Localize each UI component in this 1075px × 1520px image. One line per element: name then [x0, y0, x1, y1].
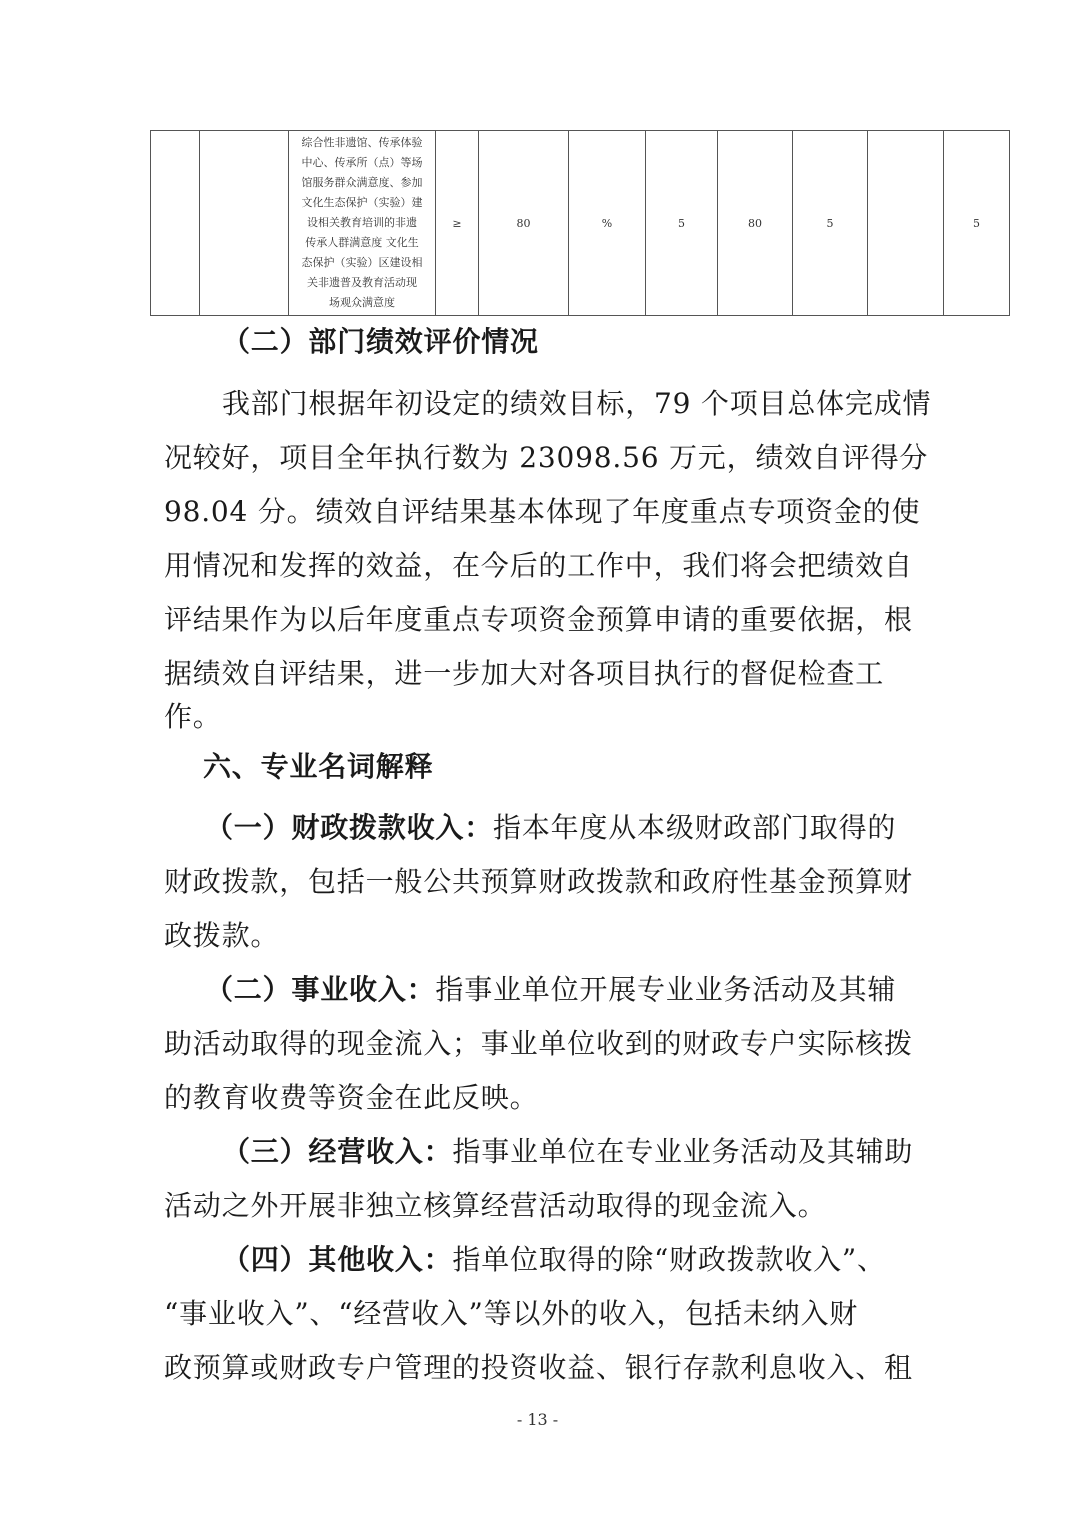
definition-first-line [205, 806, 896, 846]
operator-cell: ≥ [436, 131, 479, 316]
definition-first-line [222, 1130, 913, 1170]
table-cell-empty [868, 131, 944, 316]
table-cell-empty [151, 131, 200, 316]
target-value-cell: 80 [479, 131, 569, 316]
indicator-line: 传承人群满意度 文化生 [305, 236, 419, 249]
section-heading: 六、专业名词解释 [203, 750, 434, 783]
indicator-cell [289, 131, 436, 316]
final-score-cell: 5 [944, 131, 1010, 316]
paragraph-line: 财政拨款，包括一般公共预算财政拨款和政府性基金预算财 [164, 865, 913, 898]
table-cell-empty [200, 131, 289, 316]
definition-term: （二）事业收入： [205, 973, 436, 1006]
definition-first-line [205, 968, 896, 1008]
indicator-line: 场观众满意度 [329, 296, 395, 309]
definition-term: （三）经营收入： [222, 1135, 453, 1168]
paragraph-line: 助活动取得的现金流入；事业单位收到的财政专户实际核拨 [164, 1027, 913, 1060]
paragraph-line: 作。 [164, 700, 222, 733]
definition-term: （一）财政拨款收入： [205, 811, 494, 844]
score-cell: 5 [793, 131, 868, 316]
definition-text: 指事业单位在专业业务活动及其辅助 [452, 1135, 914, 1168]
indicator-line: 文化生态保护（实验）建 [301, 196, 423, 209]
paragraph-line: 用情况和发挥的效益，在今后的工作中，我们将会把绩效自 [164, 549, 913, 582]
definition-term: （四）其他收入： [222, 1243, 453, 1276]
definition-first-line [222, 1238, 886, 1278]
indicator-line: 态保护（实验）区建设相 [301, 256, 423, 269]
indicator-line: 综合性非遗馆、传承体验 [301, 136, 423, 149]
paragraph-line: 98.04 分。绩效自评结果基本体现了年度重点专项资金的使 [164, 495, 921, 528]
indicator-line: 中心、传承所（点）等场 [301, 156, 423, 169]
actual-value-cell: 80 [718, 131, 793, 316]
indicator-line: 关非遗普及教育活动现 [307, 276, 417, 289]
definition-text: 指本年度从本级财政部门取得的 [493, 811, 897, 844]
paragraph-line: 活动之外开展非独立核算经营活动取得的现金流入。 [164, 1189, 827, 1222]
paragraph-line: 政拨款。 [164, 919, 280, 952]
paragraph-line: 政预算或财政专户管理的投资收益、银行存款利息收入、租 [164, 1351, 913, 1384]
paragraph-line: 况较好，项目全年执行数为 23098.56 万元，绩效自评得分 [164, 441, 929, 474]
paragraph-line: 我部门根据年初设定的绩效目标，79 个项目总体完成情 [222, 387, 932, 420]
indicator-line: 设相关教育培训的非遗 [307, 216, 417, 229]
indicator-line: 馆服务群众满意度、参加 [301, 176, 423, 189]
performance-table [150, 130, 1010, 316]
section-heading: （二）部门绩效评价情况 [222, 325, 539, 358]
paragraph-line: “事业收入”、“经营收入”等以外的收入，包括未纳入财 [164, 1297, 859, 1330]
page-number: - 13 - [516, 1410, 559, 1429]
performance-table-fragment [150, 130, 1009, 316]
paragraph-line: 评结果作为以后年度重点专项资金预算申请的重要依据，根 [164, 603, 913, 636]
table-row [151, 131, 1010, 316]
weight-cell: 5 [646, 131, 718, 316]
definition-text: 指单位取得的除“财政拨款收入”、 [452, 1243, 886, 1276]
paragraph-line: 的教育收费等资金在此反映。 [164, 1081, 539, 1114]
unit-cell: % [569, 131, 646, 316]
definition-text: 指事业单位开展专业业务活动及其辅 [435, 973, 897, 1006]
paragraph-line: 据绩效自评结果，进一步加大对各项目执行的督促检查工 [164, 657, 885, 690]
